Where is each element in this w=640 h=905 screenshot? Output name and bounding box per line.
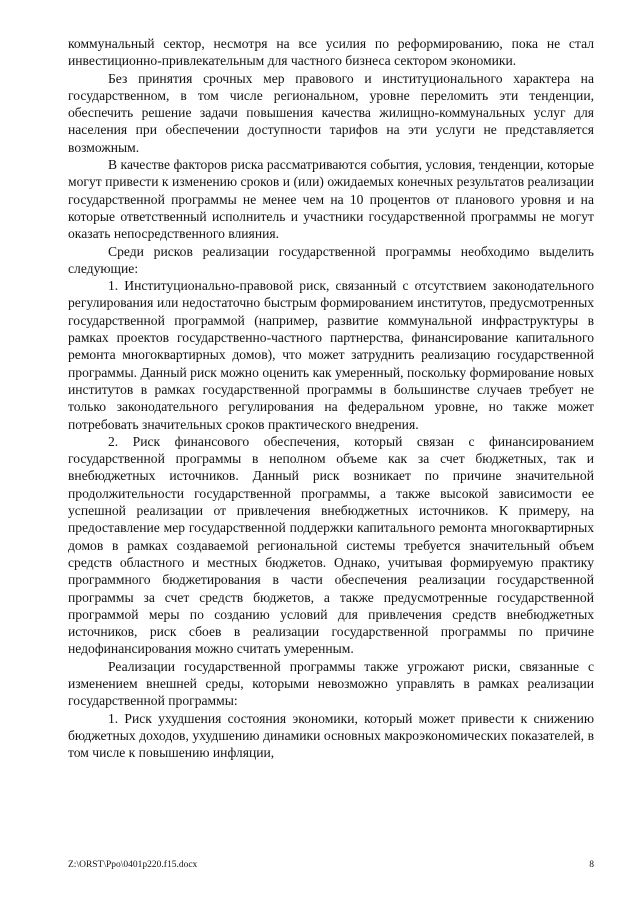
- footer-page-number: 8: [589, 860, 594, 870]
- paragraph-external-risks: Реализации государственной программы также угрожают риски, связанные с изменением внешней среды, которыми невозможно управлять в рамках реализации государственной программы:: [68, 658, 594, 709]
- paragraph-institutional-risk: 1. Институционально-правовой риск, связанный с отсутствием законодательного регулирования или недостаточно быстрым формированием институтов, предусмотренных государственной программой (например, развитие коммунальной инфраструктуры в рамках проектов государственно-частного партнерства, финансирование капитального ремонта многоквартирных домов), что может затруднить реализацию государственной программы. Данный риск можно оценить как умеренный, поскольку формирование новых институтов в рамках государственной программы в большинстве случаев требует не только законодательного регулирования на федеральном уровне, но также может потребовать значительных сроков практического внедрения.: [68, 278, 594, 432]
- paragraph-financial-risk: 2. Риск финансового обеспечения, который связан с финансированием государственной программы в неполном объеме как за счет бюджетных, так и внебюджетных источников. Данный риск возникает по причине значительной продолжительности государственной программы, а также высокой зависимости ее успешной реализации от привлечения внебюджетных источников. К примеру, на предоставление мер государственной поддержки капитального ремонта многоквартирных домов в рамках создаваемой региональной системы требуется значительный объем средств областного и местных бюджетов. Однако, учитывая формируемую практику программного бюджетирования в части обеспечения реализации государственной программы за счет средств бюджетов, а также предусмотренные государственной программой меры по созданию условий для привлечения средств внебюджетных источников, риск сбоев в реализации государственной программы по причине недофинансирования можно считать умеренным.: [68, 433, 594, 657]
- paragraph-economy-risk: 1. Риск ухудшения состояния экономики, который может привести к снижению бюджетных доходов, ухудшению динамики основных макроэкономических показателей, в том числе к повышению инфляции,: [68, 710, 594, 761]
- paragraph-continuation: коммунальный сектор, несмотря на все усилия по реформированию, пока не стал инвестиционно-привлекательным для частного бизнеса сектором экономики.: [68, 36, 594, 69]
- paragraph-urgent-measures: Без принятия срочных мер правового и институционального характера на государственном, в том числе региональном, уровне переломить эти тенденции, обеспечить решение задачи повышения качества жилищно-коммунальных услуг для населения при обеспечении доступности тарифов на эти услуги не представляется возможным.: [68, 70, 594, 155]
- document-page: [68, 35, 594, 761]
- page-footer: [68, 858, 594, 872]
- paragraph-risk-factors: В качестве факторов риска рассматриваются события, условия, тенденции, которые могут привести к изменению сроков и (или) ожидаемых конечных результатов реализации государственной программы не менее чем на 10 процентов от планового уровня и на которые ответственный исполнитель и участники государственной программы не могут оказать непосредственного влияния.: [68, 157, 594, 242]
- paragraph-risks-intro: Среди рисков реализации государственной программы необходимо выделить следующие:: [68, 243, 594, 276]
- footer-file-path: Z:\ORST\Ppo\0401p220.f15.docx: [68, 860, 198, 870]
